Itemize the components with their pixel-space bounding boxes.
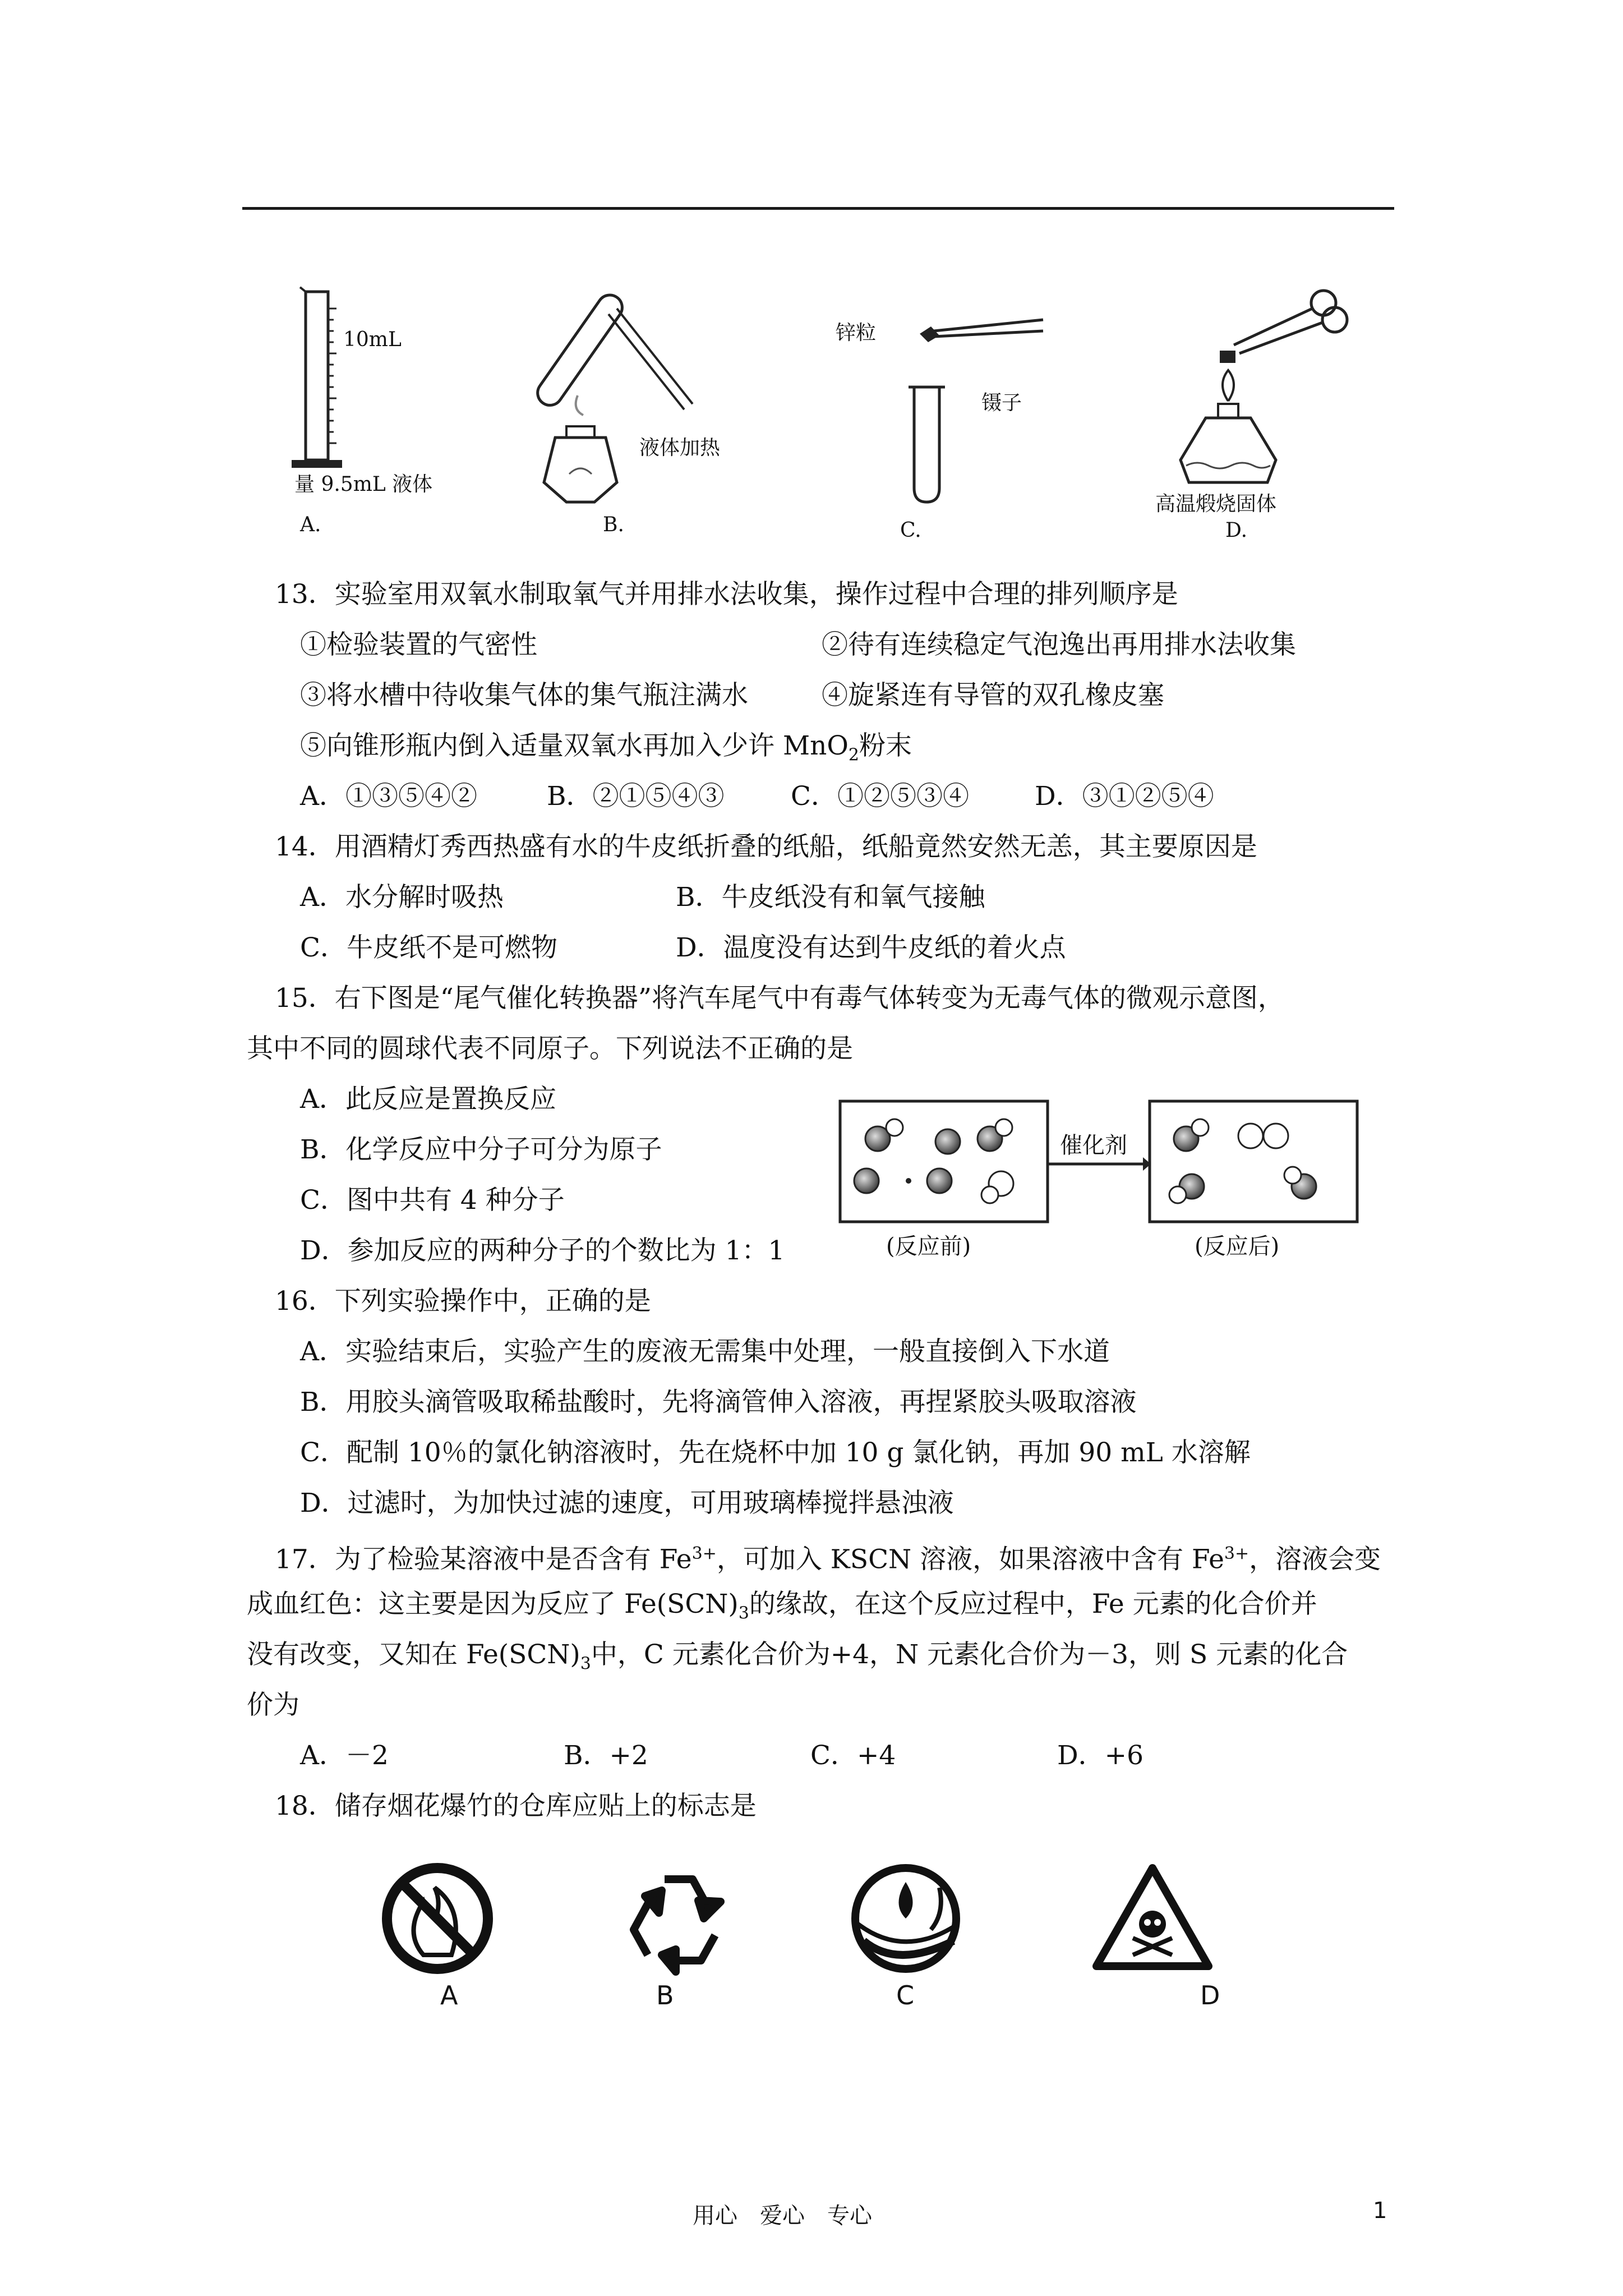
q15-option-a: A．此反应是置换反应 (300, 1084, 556, 1115)
fig-a-tick: 10mL (343, 328, 402, 351)
q17-l3-b: 中，C 元素化合价为+4，N 元素化合价为－3，则 S 元素的化合 (591, 1639, 1348, 1670)
q13-step5 (300, 729, 912, 772)
graduated-cylinder-icon (292, 287, 342, 468)
q16-option-c: C．配制 10％的氯化钠溶液时，先在烧杯中加 10 g 氯化钠，再加 90 mL 水溶解 (300, 1437, 1251, 1468)
q17-line4: 价为 (247, 1690, 299, 1720)
q17-l1-sup2: 3+ (1224, 1544, 1249, 1563)
q17-l2-a: 成血红色：这主要是因为反应了 Fe(SCN) (247, 1589, 739, 1619)
q13-option-d: D．③①②⑤④ (1035, 781, 1214, 812)
molecules-before (854, 1119, 1013, 1203)
safety-signs (370, 1857, 1324, 2014)
q14-option-b: B．牛皮纸没有和氧气接触 (676, 882, 985, 913)
q13-step4: ④旋紧连有导管的双孔橡皮塞 (822, 680, 1164, 711)
no-fire-sign-icon (387, 1868, 488, 1969)
fig-d-letter: D. (1225, 519, 1248, 542)
q17-line3 (247, 1638, 1348, 1681)
crucible-tongs-lamp-icon (1181, 291, 1347, 482)
q17-l1-sup1: 3+ (691, 1544, 717, 1563)
q14-option-d: D．温度没有达到牛皮纸的着火点 (676, 932, 1066, 963)
sign-a-letter: A (440, 1980, 458, 2010)
q17-l1-b: ，可加入 KSCN 溶液，如果溶液中含有 Fe (716, 1544, 1224, 1575)
toxic-sign-icon (1096, 1868, 1209, 1966)
q15-stem-line1: 15．右下图是“尾气催化转换器”将汽车尾气中有毒气体转变为无毒气体的微观示意图， (275, 983, 1284, 1014)
fig-a-caption: 量 9.5mL 液体 (294, 473, 433, 496)
q13-option-a: A．①③⑤④② (300, 781, 477, 812)
catalyst-label: 催化剂 (1060, 1133, 1127, 1158)
corrosive-sign-icon (855, 1868, 956, 1969)
q17-option-a: A．－2 (300, 1740, 389, 1771)
fig-d-caption: 高温煅烧固体 (1155, 493, 1277, 516)
fig-b-caption: 液体加热 (639, 436, 721, 459)
sign-d-letter: D (1200, 1980, 1220, 2010)
q16-option-d: D．过滤时，为加快过滤的速度，可用玻璃棒搅拌悬浊液 (300, 1488, 954, 1519)
sign-c-letter: C (896, 1980, 915, 2010)
q17-l3-a: 没有改变，又知在 Fe(SCN) (247, 1639, 580, 1670)
q17-l2-sub: 3 (738, 1603, 749, 1623)
q15-option-b: B．化学反应中分子可分为原子 (300, 1134, 662, 1165)
q17-l2-b: 的缘故，在这个反应过程中，Fe 元素的化合价并 (749, 1589, 1317, 1619)
recycle-sign-icon (634, 1879, 721, 1972)
q17-option-d: D．+6 (1057, 1740, 1144, 1771)
q17-option-c: C．+4 (810, 1740, 896, 1771)
q14-option-c: C．牛皮纸不是可燃物 (300, 932, 557, 963)
footer-motto: 用心 爱心 专心 (693, 2203, 872, 2229)
header-rule (242, 207, 1394, 210)
heating-test-tube-icon (533, 290, 693, 502)
after-label: (反应后) (1195, 1234, 1280, 1259)
q16-stem: 16．下列实验操作中，正确的是 (275, 1286, 651, 1317)
q17-l1-a: 17．为了检验某溶液中是否含有 Fe (275, 1544, 692, 1575)
page-number: 1 (1373, 2198, 1387, 2224)
q13-step2: ②待有连续稳定气泡逸出再用排水法收集 (822, 629, 1296, 660)
q13-stem: 13．实验室用双氧水制取氧气并用排水法收集，操作过程中合理的排列顺序是 (275, 579, 1178, 610)
q13-option-b: B．②①⑤④③ (547, 781, 725, 812)
q17-option-b: B．+2 (564, 1740, 648, 1771)
q14-stem: 14．用酒精灯秀西热盛有水的牛皮纸折叠的纸船，纸船竟然安然无恙，其主要原因是 (275, 831, 1257, 862)
q15-option-d: D．参加反应的两种分子的个数比为 1：1 (300, 1235, 785, 1266)
q13-step1: ①检验装置的气密性 (300, 629, 537, 660)
before-label: (反应前) (886, 1234, 971, 1259)
q15-stem-line2: 其中不同的圆球代表不同原子。下列说法不正确的是 (247, 1033, 853, 1064)
fig-c-label-tweezers: 镊子 (981, 392, 1022, 415)
q13-step5-post: 粉末 (859, 730, 912, 761)
fig-a-letter: A. (300, 513, 321, 536)
q17-line1 (275, 1537, 1381, 1577)
q13-option-c: C．①②⑤③④ (791, 781, 969, 812)
q13-step5-pre: ⑤向锥形瓶内倒入适量双氧水再加入少许 MnO (300, 730, 849, 761)
q13-step3: ③将水槽中待收集气体的集气瓶注满水 (300, 680, 748, 711)
fig-c-label-zinc: 锌粒 (836, 321, 877, 344)
sign-b-letter: B (656, 1980, 674, 2010)
q15-option-c: C．图中共有 4 种分子 (300, 1185, 565, 1216)
molecules-after (1169, 1119, 1316, 1203)
q17-l1-c: ，溶液会变 (1249, 1544, 1381, 1575)
q18-stem: 18．储存烟花爆竹的仓库应贴上的标志是 (275, 1791, 757, 1821)
tweezers-test-tube-icon (909, 320, 1043, 502)
q16-option-b: B．用胶头滴管吸取稀盐酸时，先将滴管伸入溶液，再捏紧胶头吸取溶液 (300, 1387, 1137, 1418)
fig-b-letter: B. (603, 513, 624, 536)
q16-option-a: A．实验结束后，实验产生的废液无需集中处理，一般直接倒入下水道 (300, 1336, 1110, 1367)
q14-option-a: A．水分解时吸热 (300, 882, 504, 913)
q13-step5-sub: 2 (848, 745, 859, 765)
q17-l3-sub: 3 (580, 1654, 591, 1674)
q17-line2 (247, 1588, 1317, 1630)
fig-c-letter: C. (900, 519, 921, 542)
